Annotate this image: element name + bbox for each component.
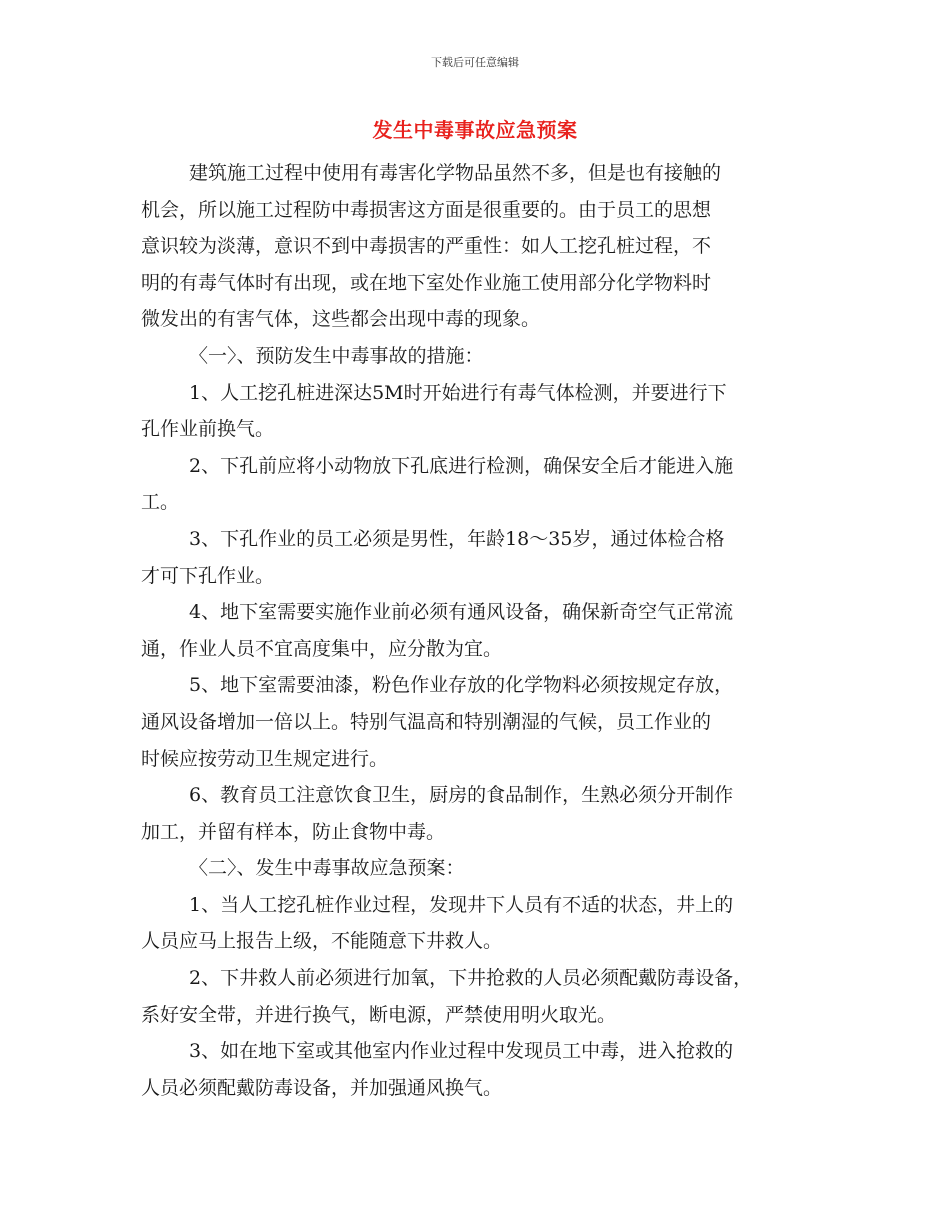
paragraph-line: 系好安全带，并进行换气，断电源，严禁使用明火取光。 [141,1003,617,1026]
document-body [141,155,811,1106]
paragraph [141,375,811,448]
paragraph [141,887,811,960]
paragraph-line: 工。 [141,491,180,514]
paragraph [141,850,811,887]
paragraph-line: 意识较为淡薄，意识不到中毒损害的严重性：如人工挖孔桩过程，不 [141,235,712,258]
paragraph-line: 2、下孔前应将小动物放下孔底进行检测，确保安全后才能进入施 [189,454,734,477]
paragraph-line: 1、人工挖孔桩进深达5M时开始进行有毒气体检测，并要进行下 [189,381,727,404]
paragraph [141,448,811,521]
paragraph-line: 通，作业人员不宜高度集中，应分散为宜。 [141,637,503,660]
paragraph-line: 孔作业前换气。 [141,418,275,441]
paragraph-line: 加工，并留有样本，防止食物中毒。 [141,820,446,843]
paragraph [141,155,811,338]
paragraph [141,667,811,777]
paragraph-line: 3、下孔作业的员工必须是男性，年龄18～35岁，通过体检合格 [189,527,725,550]
paragraph-line: 明的有毒气体时有出现，或在地下室处作业施工使用部分化学物料时 [141,271,712,294]
paragraph [141,338,811,375]
paragraph-line: 〈一〉、预防发生中毒事故的措施： [189,344,484,367]
document-title: 发生中毒事故应急预案 [372,118,578,142]
paragraph-line: 〈二〉、发生中毒事故应急预案： [189,857,465,880]
header-note: 下载后可任意编辑 [431,56,519,69]
paragraph-line: 人员必须配戴防毒设备，并加强通风换气。 [141,1076,503,1099]
paragraph-line: 1、当人工挖孔桩作业过程，发现井下人员有不适的状态，井上的 [189,893,734,916]
paragraph-line: 微发出的有害气体，这些都会出现中毒的现象。 [141,308,541,331]
paragraph-line: 6、教育员工注意饮食卫生，厨房的食品制作，生熟必须分开制作 [189,784,734,807]
paragraph-line: 人员应马上报告上级，不能随意下井救人。 [141,930,503,953]
paragraph-line: 5、地下室需要油漆，粉色作业存放的化学物料必须按规定存放， [189,674,734,697]
paragraph [141,1033,811,1106]
paragraph [141,594,811,667]
paragraph [141,521,811,594]
paragraph-line: 机会，所以施工过程防中毒损害这方面是很重要的。由于员工的思想 [141,198,712,221]
paragraph [141,777,811,850]
paragraph-line: 3、如在地下室或其他室内作业过程中发现员工中毒，进入抢救的 [189,1040,734,1063]
paragraph-line: 才可下孔作业。 [141,564,275,587]
paragraph [141,960,811,1033]
paragraph-line: 时候应按劳动卫生规定进行。 [141,747,389,770]
paragraph-line: 2、下井救人前必须进行加氧，下井抢救的人员必须配戴防毒设备， [189,967,753,990]
paragraph-line: 建筑施工过程中使用有毒害化学物品虽然不多，但是也有接触的 [189,162,722,184]
paragraph-line: 通风设备增加一倍以上。特别气温高和特别潮湿的气候，员工作业的 [141,710,712,733]
paragraph-line: 4、地下室需要实施作业前必须有通风设备，确保新奇空气正常流 [189,601,734,624]
